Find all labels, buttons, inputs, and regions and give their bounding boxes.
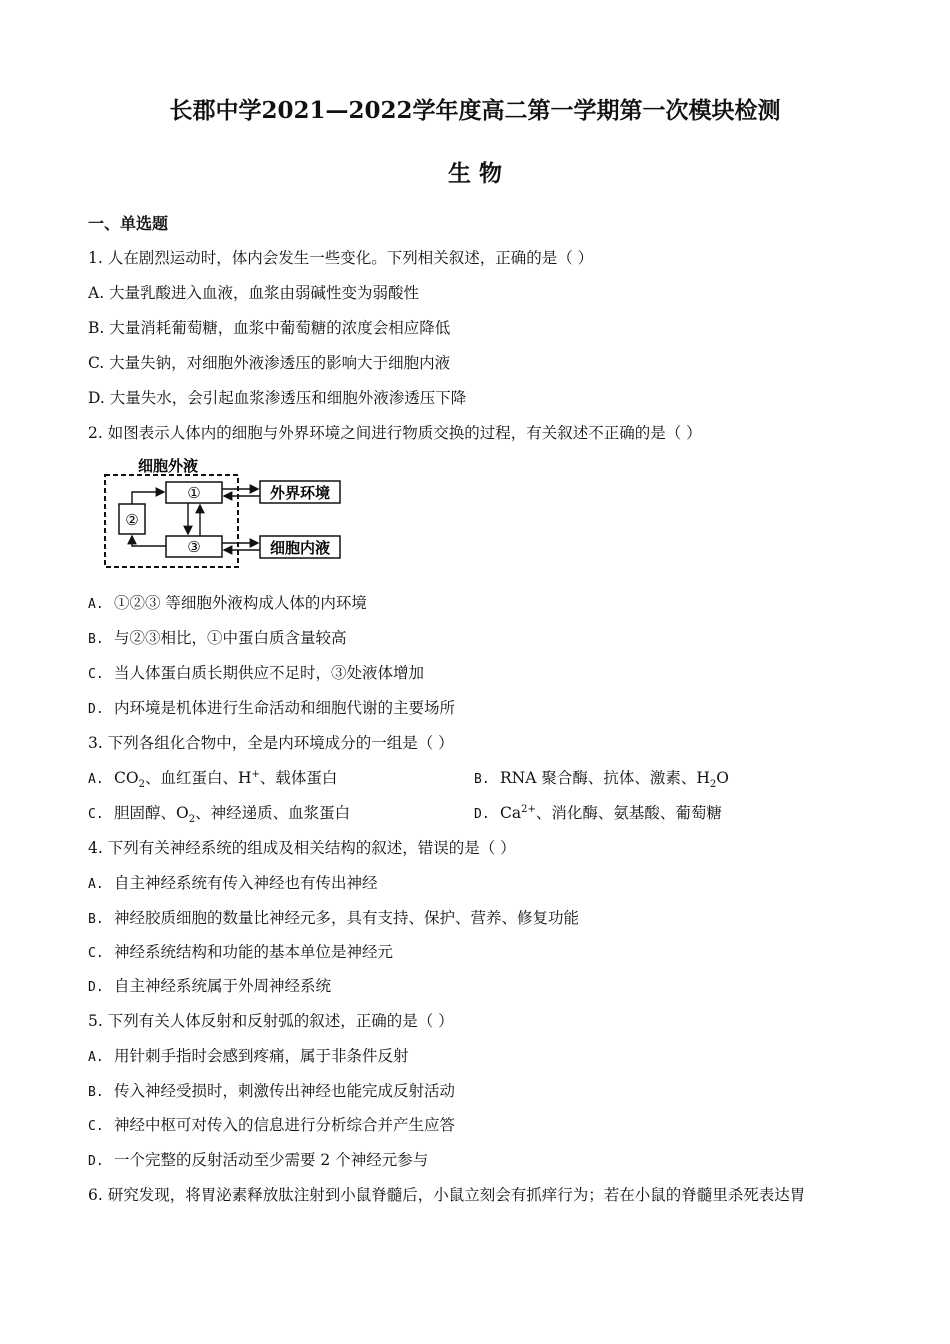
q3-option-b: B. RNA 聚合酶、抗体、激素、$H_2O$ bbox=[474, 769, 729, 791]
outer-environment-label: 外界环境 bbox=[269, 484, 331, 502]
q3-option-d: D. $Ca^{2+}$、消化酶、氨基酸、葡萄糖 bbox=[474, 803, 722, 822]
q4-option-d: D. 自主神经系统属于外周神经系统 bbox=[88, 977, 332, 995]
subject-title: 生 物 bbox=[447, 160, 502, 187]
question-2-stem: 2. 如图表示人体内的细胞与外界环境之间进行物质交换的过程，有关叙述不正确的是（ ） bbox=[88, 424, 702, 442]
q5-option-d: D. 一个完整的反射活动至少需要 2 个神经元参与 bbox=[88, 1151, 429, 1169]
question-6-stem: 6. 研究发现，将胃泌素释放肽注射到小鼠脊髓后，小鼠立刻会有抓痒行为；若在小鼠的脊髓里杀死表达胃 bbox=[88, 1186, 806, 1204]
q2-option-a: A. ①②③ 等细胞外液构成人体的内环境 bbox=[88, 594, 367, 612]
q2-option-b: B. 与②③相比，①中蛋白质含量较高 bbox=[88, 629, 347, 647]
q3-option-a: A. $CO_2$、血红蛋白、H+、载体蛋白 bbox=[88, 768, 338, 791]
q4-option-a: A. 自主神经系统有传入神经也有传出神经 bbox=[88, 874, 378, 892]
q4-option-b: B. 神经胶质细胞的数量比神经元多，具有支持、保护、营养、修复功能 bbox=[88, 909, 580, 927]
q1-option-c: C. 大量失钠，对细胞外液渗透压的影响大于细胞内液 bbox=[88, 354, 451, 372]
arrow-2-to-1 bbox=[132, 492, 164, 504]
q2-option-c: C. 当人体蛋白质长期供应不足时，③处液体增加 bbox=[88, 664, 425, 682]
q5-option-b: B. 传入神经受损时，刺激传出神经也能完成反射活动 bbox=[88, 1082, 456, 1100]
box-1-label: ① bbox=[187, 484, 201, 502]
section-heading: 一、单选题 bbox=[88, 214, 169, 233]
body-fluid-exchange-diagram bbox=[100, 455, 360, 575]
q5-option-a: A. 用针刺手指时会感到疼痛，属于非条件反射 bbox=[88, 1047, 409, 1065]
question-3-stem: 3. 下列各组化合物中，全是内环境成分的一组是（ ） bbox=[88, 734, 454, 752]
diagram-title-label: 细胞外液 bbox=[138, 457, 199, 475]
q4-option-c: C. 神经系统结构和功能的基本单位是神经元 bbox=[88, 943, 394, 961]
question-5-stem: 5. 下列有关人体反射和反射弧的叙述，正确的是（ ） bbox=[88, 1012, 454, 1030]
box-3-label: ③ bbox=[187, 538, 201, 556]
q5-option-c: C. 神经中枢可对传入的信息进行分析综合并产生应答 bbox=[88, 1116, 456, 1134]
question-1-stem: 1. 人在剧烈运动时，体内会发生一些变化。下列相关叙述，正确的是（ ） bbox=[88, 249, 594, 267]
q1-option-d: D. 大量失水，会引起血浆渗透压和细胞外液渗透压下降 bbox=[88, 389, 467, 407]
page-title: 长郡中学2021—2022学年度高二第一学期第一次模块检测 bbox=[169, 97, 781, 124]
q1-option-a: A. 大量乳酸进入血液，血浆由弱碱性变为弱酸性 bbox=[88, 284, 420, 302]
q1-option-b: B. 大量消耗葡萄糖，血浆中葡萄糖的浓度会相应降低 bbox=[88, 319, 451, 337]
box-2-label: ② bbox=[125, 511, 139, 529]
q3-option-c: C. 胆固醇、$O_2$、神经递质、血浆蛋白 bbox=[88, 804, 351, 826]
q2-option-d: D. 内环境是机体进行生命活动和细胞代谢的主要场所 bbox=[88, 699, 456, 717]
question-4-stem: 4. 下列有关神经系统的组成及相关结构的叙述，错误的是（ ） bbox=[88, 839, 516, 857]
intracellular-fluid-label: 细胞内液 bbox=[269, 539, 331, 557]
arrow-3-to-2 bbox=[132, 536, 166, 546]
